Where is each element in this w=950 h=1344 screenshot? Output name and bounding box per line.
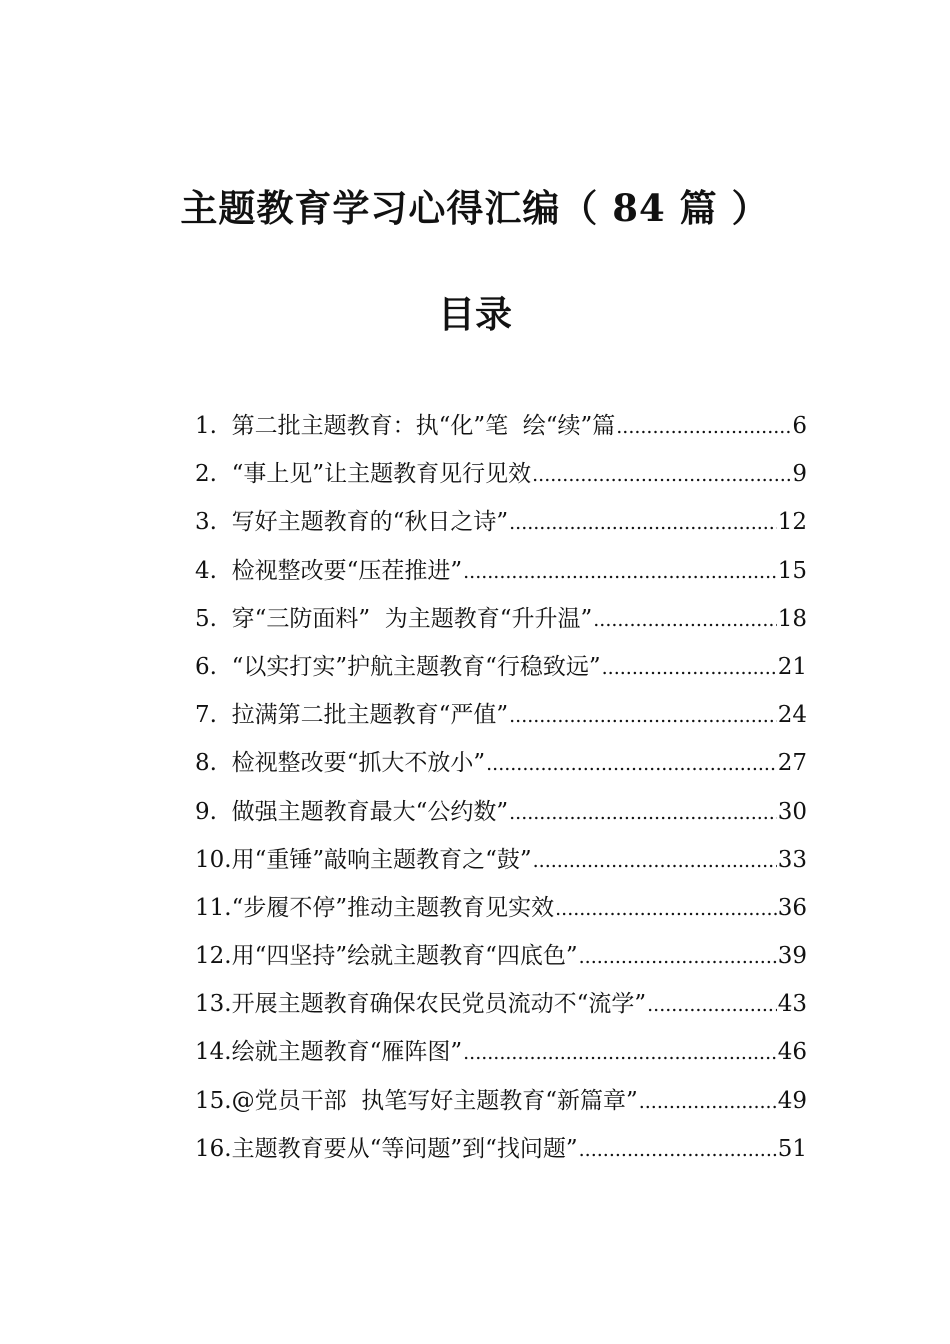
toc-entry[interactable] (195, 739, 807, 787)
toc-entry-page-number: 12 (777, 509, 807, 536)
toc-dot-leader (463, 1029, 777, 1077)
toc-entry-number: 3. (195, 509, 232, 536)
toc-entry-page-number: 36 (777, 894, 807, 921)
toc-dot-leader (579, 933, 777, 981)
toc-entry-number: 13. (195, 991, 232, 1018)
toc-entry-number: 1. (195, 413, 232, 439)
toc-dot-leader (555, 885, 777, 933)
toc-entry[interactable] (195, 498, 807, 546)
toc-entry-title: 绘就主题教育“雁阵图” (231, 1039, 463, 1066)
toc-entry-number: 8. (195, 750, 232, 777)
toc-dot-leader (533, 837, 777, 885)
toc-entry-page-number: 9 (792, 461, 807, 488)
toc-entry-title: 穿“三防面料” 为主题教育“升升温” (231, 605, 593, 632)
table-of-contents (195, 402, 807, 1173)
toc-entry-title: 第二批主题教育：执“化”笔 绘“续”篇 (231, 413, 616, 439)
toc-entry-page-number: 46 (777, 1039, 807, 1066)
toc-entry-page-number: 6 (792, 413, 807, 439)
toc-entry-number: 5. (195, 605, 232, 632)
toc-entry-title: “步履不停”推动主题教育见实效 (231, 894, 555, 921)
toc-entry-title: @党员干部 执笔写好主题教育“新篇章” (231, 1087, 638, 1114)
toc-dot-leader (509, 692, 777, 740)
toc-dot-leader (579, 1126, 777, 1174)
toc-entry-page-number: 49 (777, 1087, 807, 1114)
toc-entry[interactable] (195, 788, 807, 836)
toc-dot-leader (532, 451, 791, 499)
toc-entry-page-number: 21 (777, 653, 807, 680)
toc-entry-page-number: 43 (777, 991, 807, 1018)
toc-dot-leader (463, 548, 777, 596)
toc-entry-number: 12. (195, 943, 232, 970)
toc-entry[interactable] (195, 980, 807, 1028)
toc-dot-leader (602, 644, 777, 692)
toc-entry-page-number: 15 (777, 557, 807, 584)
toc-entry-title: “以实打实”护航主题教育“行稳致远” (231, 653, 601, 680)
toc-dot-leader (593, 596, 776, 644)
toc-entry[interactable] (195, 932, 807, 980)
document-title: 主题教育学习心得汇编（ 84 篇 ） (180, 186, 770, 230)
toc-entry[interactable] (195, 691, 807, 739)
toc-entry[interactable] (195, 402, 807, 450)
toc-entry-page-number: 39 (777, 943, 807, 970)
toc-entry-number: 11. (195, 894, 232, 921)
toc-entry-number: 16. (195, 1135, 232, 1162)
toc-entry-title: 用“重锤”敲响主题教育之“鼓” (231, 846, 532, 873)
toc-entry-number: 2. (195, 461, 232, 488)
toc-entry-number: 14. (195, 1039, 232, 1066)
toc-entry-title: 用“四坚持”绘就主题教育“四底色” (231, 943, 578, 970)
toc-entry-title: 主题教育要从“等问题”到“找问题” (231, 1135, 578, 1162)
toc-entry-title: “事上见”让主题教育见行见效 (231, 461, 532, 488)
toc-entry[interactable] (195, 643, 807, 691)
toc-dot-leader (616, 403, 791, 451)
toc-entry[interactable] (195, 1028, 807, 1076)
toc-entry-title: 检视整改要“压茬推进” (231, 557, 463, 584)
toc-entry-page-number: 51 (777, 1135, 807, 1162)
toc-entry-page-number: 30 (777, 798, 807, 825)
toc-dot-leader (486, 740, 777, 788)
toc-entry[interactable] (195, 547, 807, 595)
toc-entry[interactable] (195, 836, 807, 884)
toc-entry-title: 做强主题教育最大“公约数” (231, 798, 509, 825)
toc-entry-number: 15. (195, 1087, 232, 1114)
toc-entry-number: 7. (195, 702, 232, 729)
toc-dot-leader (509, 499, 777, 547)
toc-entry[interactable] (195, 884, 807, 932)
toc-entry-page-number: 18 (777, 605, 807, 632)
toc-heading: 目录 (438, 292, 512, 336)
toc-entry-number: 10. (195, 846, 232, 873)
toc-dot-leader (639, 1078, 777, 1126)
toc-entry-number: 4. (195, 557, 232, 584)
toc-entry-number: 6. (195, 653, 232, 680)
toc-entry[interactable] (195, 1125, 807, 1173)
toc-entry-page-number: 24 (777, 702, 807, 729)
toc-entry-title: 拉满第二批主题教育“严值” (231, 702, 509, 729)
toc-entry[interactable] (195, 595, 807, 643)
toc-entry-title: 开展主题教育确保农民党员流动不“流学” (231, 991, 647, 1018)
toc-entry-page-number: 33 (777, 846, 807, 873)
toc-entry-title: 检视整改要“抓大不放小” (231, 750, 486, 777)
toc-entry[interactable] (195, 450, 807, 498)
toc-entry-number: 9. (195, 798, 232, 825)
toc-entry[interactable] (195, 1077, 807, 1125)
toc-dot-leader (509, 789, 777, 837)
toc-dot-leader (647, 981, 777, 1029)
toc-entry-page-number: 27 (777, 750, 807, 777)
toc-entry-title: 写好主题教育的“秋日之诗” (231, 509, 509, 536)
